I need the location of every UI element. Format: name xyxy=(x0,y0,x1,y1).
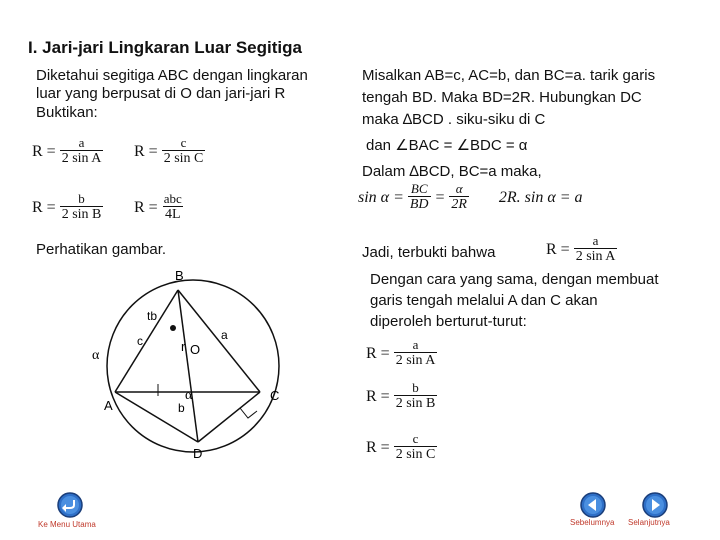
formula-lhs: R = xyxy=(546,240,570,258)
formula-numerator: a xyxy=(412,337,419,352)
formula-numerator: c xyxy=(180,135,187,150)
formula-denominator: 2 sin A xyxy=(61,151,102,166)
prev-label[interactable]: Sebelumnya xyxy=(570,518,615,527)
fraction-numerator: α xyxy=(455,181,463,196)
label-o: O xyxy=(190,342,201,357)
formula-r-c-right xyxy=(366,432,437,463)
fraction-denominator: BD xyxy=(409,197,429,212)
cara-line: diperoleh berturut-turut: xyxy=(370,313,527,330)
label-side-c: c xyxy=(137,334,143,348)
label-alpha-bottom: α xyxy=(185,388,193,403)
jadi-formula xyxy=(546,234,617,265)
formula-r-b xyxy=(32,192,103,223)
back-arrow-icon xyxy=(57,492,83,518)
side-bc xyxy=(178,290,260,392)
label-side-a: a xyxy=(221,328,228,342)
intro-line: Buktikan: xyxy=(36,104,98,121)
right-line: tengah BD. Maka BD=2R. Hubungkan DC xyxy=(362,89,642,106)
formula-denominator: 2 sin A xyxy=(575,249,616,264)
label-b: B xyxy=(175,268,184,283)
label-a-vertex: A xyxy=(104,398,113,413)
center-dot xyxy=(170,325,176,331)
sin-equation xyxy=(358,182,583,213)
formula-lhs: R = xyxy=(134,198,158,216)
right-line: maka ∆BCD . siku-siku di C xyxy=(362,111,546,128)
circumcircle xyxy=(107,280,279,452)
right-angle-marker xyxy=(240,408,257,418)
formula-r-c xyxy=(134,136,205,167)
formula-numerator: b xyxy=(78,191,85,206)
cara-line: Dengan cara yang sama, dengan membuat xyxy=(370,271,659,288)
formula-denominator: 2 sin C xyxy=(163,151,204,166)
formula-numerator: a xyxy=(592,233,599,248)
formula-denominator: 4L xyxy=(164,207,181,222)
page-title: I. Jari-jari Lingkaran Luar Segitiga xyxy=(28,38,302,57)
segment-cd xyxy=(198,392,260,442)
side-ab xyxy=(115,290,178,392)
right-line: Dalam ∆BCD, BC=a maka, xyxy=(362,163,542,180)
formula-numerator: a xyxy=(78,135,85,150)
label-r: r xyxy=(181,339,186,354)
diameter-bd xyxy=(178,290,201,442)
home-label[interactable]: Ke Menu Utama xyxy=(38,520,96,529)
formula-lhs: R = xyxy=(32,198,56,216)
formula-r-abc xyxy=(134,192,184,223)
right-line: dan ∠BAC = ∠BDC = α xyxy=(366,137,528,154)
label-tb: tb xyxy=(147,309,158,323)
previous-arrow-icon xyxy=(580,492,606,518)
formula-denominator: 2 sin B xyxy=(61,207,102,222)
next-arrow-icon xyxy=(642,492,668,518)
formula-lhs: R = xyxy=(366,438,390,456)
jadi-text: Jadi, terbukti bahwa xyxy=(362,244,496,261)
fraction-numerator: BC xyxy=(410,181,428,196)
perhatikan-text: Perhatikan gambar. xyxy=(36,241,167,258)
fraction-denominator: 2R xyxy=(451,197,467,212)
cara-line: garis tengah melalui A dan C akan xyxy=(370,292,598,309)
label-d: D xyxy=(193,446,203,461)
right-line: Misalkan AB=c, AC=b, dan BC=a. tarik garis xyxy=(362,67,656,84)
intro-line: Diketahui segitiga ABC dengan lingkaran xyxy=(36,67,308,84)
formula-r-a xyxy=(32,136,103,167)
formula-denominator: 2 sin A xyxy=(395,353,436,368)
sin-tail: 2R. sin α = a xyxy=(498,188,583,206)
home-button[interactable] xyxy=(57,492,83,523)
formula-denominator: 2 sin C xyxy=(395,447,436,462)
label-c-vertex: C xyxy=(270,388,280,403)
formula-numerator: c xyxy=(412,431,419,446)
equals-sign: = xyxy=(434,188,446,206)
label-side-b: b xyxy=(178,401,185,415)
circumcircle-diagram xyxy=(90,262,310,462)
intro-line: luar yang berpusat di O dan jari-jari R xyxy=(36,85,286,102)
formula-numerator: abc xyxy=(163,191,182,206)
label-alpha-left: α xyxy=(92,348,100,363)
formula-lhs: R = xyxy=(32,142,56,160)
sin-lhs: sin α = xyxy=(358,188,404,206)
formula-denominator: 2 sin B xyxy=(395,396,436,411)
formula-lhs: R = xyxy=(366,387,390,405)
formula-numerator: b xyxy=(412,380,419,395)
next-label[interactable]: Selanjutnya xyxy=(628,518,670,527)
formula-lhs: R = xyxy=(366,344,390,362)
formula-r-b-right xyxy=(366,381,437,412)
formula-r-a-right xyxy=(366,338,437,369)
formula-lhs: R = xyxy=(134,142,158,160)
